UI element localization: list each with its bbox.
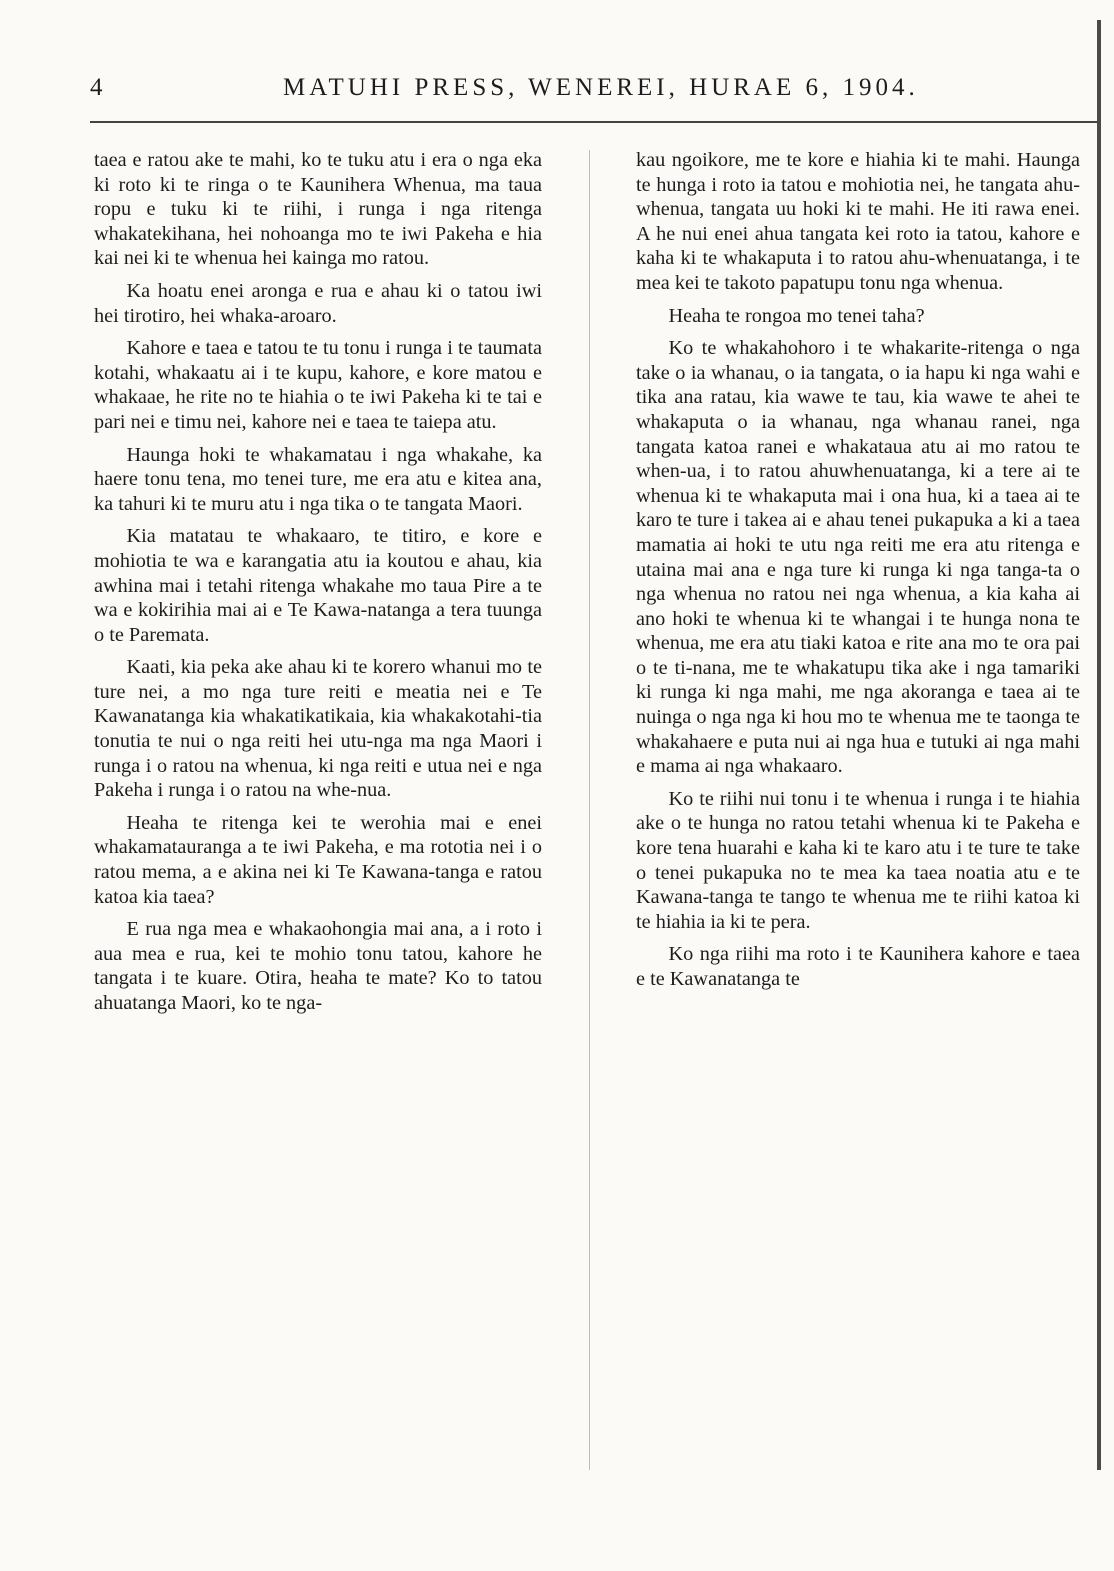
paragraph: Heaha te ritenga kei te werohia mai e enei whakamatauranga a te iwi Pakeha, e ma rototia nei i o ratou mema, a e akina nei ki Te Kawana-tanga e ratou katoa kia taea? [94,811,542,908]
paragraph: taea e ratou ake te mahi, ko te tuku atu i era o nga eka ki roto ki te ringa o te Kaunihera Whenua, ma taua ropu e tuku ki te riihi, i runga i nga ritenga whakatekihana, hei nohoanga mo te iwi Pakeha e hia kai nei ki te whenua hei kainga mo ratou. [94,149,542,270]
masthead: MATUHI PRESS, WENEREI, HURAE 6, 1904. [283,74,919,101]
paragraph: Kaati, kia peka ake ahau ki te korero whanui mo te ture nei, a mo nga ture reiti e meatia nei e Te Kawanatanga kia whakatikatikaia, kia whakakotahi-tia tonutia te nui o nga reiti hei utu-nga ma nga Maori i runga i o ratou na whenua, ki nga reiti e utua nei e nga Pakeha i runga i o ratou na whe-nua. [94,656,542,802]
paragraph: Ko nga riihi ma roto i te Kaunihera kahore e taea e te Kawanatanga te [636,943,1080,990]
paragraph: Kahore e taea e tatou te tu tonu i runga i te taumata kotahi, whakaatu ai i te kupu, kahore, e kore matou e whakaae, he rite no te hiahia o te iwi Pakeha ki te tai e pari nei e timu nei, kahore nei e taea te taiepa atu. [94,337,542,433]
paragraph: Ko te whakahohoro i te whakarite-ritenga o nga take o ia whanau, o ia tangata, o ia hapu ki nga wahi e tika ana ratau, kia wawe te tau, kia wawe te ahei te whakaputa o ia whanau, nga whanau ranei, nga tangata katoa ranei e whakataua atu ai mo ratou te when-ua, i to ratou ahuwhenuatanga, ki a tere ai te whenua ki te whakaputa mai i ona hua, ki a taea ai te karo te ture i takea ai e ahau tenei pukapuka a ki a taea mamatia ai hoki te utu nga reiti me era atu ritenga e utaina mai ana e nga ture ki runga ki nga tanga-ta o nga whenua no ratou nei nga whenua, a kia kaha ai ano hoki te whenua ki te whangai i te hunga nona te whenua, me era atu tiaki katoa e rite ana mo te ora pai o te ti-nana, me te whakatupu tika ake i nga tamariki ki runga ki nga mahi, me nga akoranga e taea ai te nuinga o nga nga ki hou mo te whenua me te taonga te whakahaere e puta nui ai nga hua e tutuki ai nga mahi e mama ai nga whakaaro. [636,337,1080,778]
page-header [90,74,1090,114]
paragraph: Heaha te rongoa mo tenei taha? [668,304,925,327]
paragraph: Haunga hoki te whakamatau i nga whakahe, ka haere tonu tena, mo tenei ture, me era atu e kitea ana, ka tahuri ki te muru atu i nga tika o te tangata Maori. [94,443,542,515]
paragraph: Ko te riihi nui tonu i te whenua i runga i te hiahia ake o te hunga no ratou tetahi whenua ki te Pakeha e kore tena huarahi e kaha ki te karo atu i te ture te take o tenei pukapuka no te mea ka taea noatia atu e te Kawana-tanga te tango te whenua me te riihi katoa ki te hiahia ia ki te pera. [636,787,1080,933]
column-right [636,148,1080,992]
column-left [94,148,542,1016]
column-divider [589,150,590,1470]
header-rule [90,121,1098,123]
page-number: 4 [90,74,104,101]
page-edge-line [1097,20,1101,1470]
paragraph: Ka hoatu enei aronga e rua e ahau ki o tatou iwi hei tirotiro, hei whaka-aroaro. [94,279,542,327]
paragraph: Kia matatau te whakaaro, te titiro, e kore e mohiotia te wa e karangatia atu ia koutou e ahau, kia awhina mai i tetahi ritenga whakahe mo taua Pire a te wa e kokirihia mai ai e Te Kawa-natanga a tera tuunga o te Paremata. [94,525,542,646]
paragraph: kau ngoikore, me te kore e hiahia ki te mahi. Haunga te hunga i roto ia tatou e mohiotia nei, he tangata ahu-whenua, tangata uu hoki ki te mahi. He iti rawa enei. A he nui enei ahua tangata kei roto ia tatou, kahore e kaha ki te whakaputa i to ratou ahu-whenuatanga, i te mea kei te takoto papatupu tonu nga whenua. [636,149,1080,294]
paragraph: E rua nga mea e whakaohongia mai ana, a i roto i aua mea e rua, kei te mohio tonu tatou, kahore he tangata i te kuare. Otira, heaha te mate? Ko to tatou ahuatanga Maori, ko te nga- [94,918,542,1014]
